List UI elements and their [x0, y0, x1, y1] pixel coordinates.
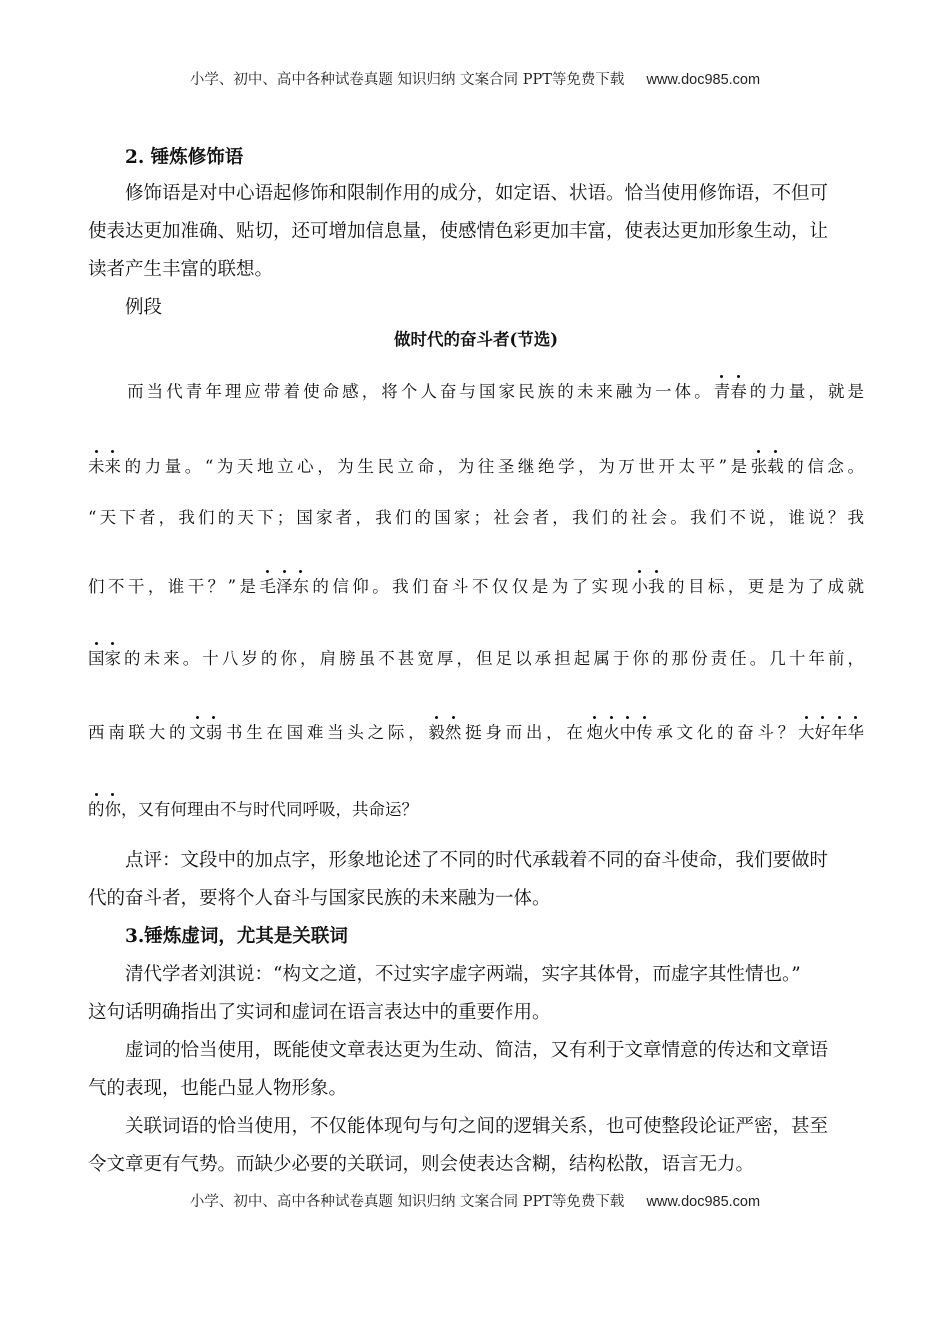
emphasis-dot-char: 我 — [648, 575, 665, 599]
header-site-link[interactable]: www.doc985.com — [646, 72, 761, 88]
example-text: 书生在国难当头之际， — [222, 723, 429, 742]
section-2-heading: 2. 锤炼修饰语 — [125, 147, 244, 168]
emphasis-dot-char: 大 — [798, 721, 815, 745]
example-text: 的力量，就是 — [746, 382, 865, 401]
emphasis-dot-char: 好 — [815, 721, 832, 745]
emphasis-dot-char: 张 — [751, 455, 768, 479]
emphasis-dot-char: 小 — [632, 575, 649, 599]
paragraph-line: 这句话明确指出了实词和虚词在语言表达中的重要作用。 — [88, 1002, 551, 1023]
emphasized-word — [714, 382, 747, 401]
emphasized-word — [189, 723, 222, 742]
paragraph-line: 关联词语的恰当使用，不仅能体现句与句之间的逻辑关系，也可使整段论证严密，甚至 — [88, 1116, 829, 1137]
emphasis-dot-char: 东 — [292, 575, 309, 599]
example-line — [88, 798, 864, 822]
emphasis-dot-char: 载 — [767, 455, 784, 479]
emphasized-word — [88, 800, 121, 819]
emphasis-dot-char: 华 — [848, 721, 865, 745]
example-text: 的信念。 — [783, 457, 865, 476]
emphasis-dot-char: 传 — [636, 721, 653, 745]
emphasis-dot-char: 文 — [189, 721, 206, 745]
paragraph-line: 令文章更有气势。而缺少必要的关联词，则会使表达含糊，结构松散，语言无力。 — [88, 1154, 755, 1175]
paragraph-line: 使表达更加准确、贴切，还可增加信息量，使感情色彩更加丰富，使表达更加形象生动，让 — [88, 221, 829, 242]
example-text: 的信仰。我们奋斗不仅仅是为了实现 — [308, 577, 632, 596]
emphasis-dot-char: 然 — [445, 721, 462, 745]
header-text: 小学、初中、高中各种试卷真题 知识归纳 文案合同 PPT等免费下载 — [189, 72, 625, 88]
emphasized-word — [428, 723, 461, 742]
emphasis-dot-char: 家 — [105, 647, 122, 671]
example-line — [88, 380, 864, 404]
emphasis-dot-char: 炮 — [587, 721, 604, 745]
comment-paragraph — [88, 842, 864, 918]
paragraph-line: 读者产生丰富的联想。 — [88, 259, 274, 280]
example-line — [88, 506, 864, 530]
emphasis-dot-char: 火 — [603, 721, 620, 745]
section-3 — [88, 918, 864, 1184]
emphasized-word — [88, 457, 121, 476]
emphasized-word — [798, 723, 864, 742]
example-text: 承文化的奋斗？ — [652, 723, 799, 742]
footer-text: 小学、初中、高中各种试卷真题 知识归纳 文案合同 PPT等免费下载 — [189, 1194, 625, 1210]
emphasis-dot-char: 毛 — [259, 575, 276, 599]
example-line — [88, 647, 864, 671]
example-text: 的目标，更是为了成就 — [664, 577, 865, 596]
paragraph-line: 点评：文段中的加点字，形象地论述了不同的时代承载着不同的奋斗使命，我们要做时 — [88, 850, 829, 871]
emphasis-dot-char: 中 — [620, 721, 637, 745]
page-header — [0, 68, 950, 89]
emphasis-dot-char: 毅 — [428, 721, 445, 745]
paragraph-line: 修饰语是对中心语起修饰和限制作用的成分，如定语、状语。恰当使用修饰语，不但可 — [88, 183, 829, 204]
section-3-heading: 3.锤炼虚词，尤其是关联词 — [88, 926, 348, 947]
emphasis-dot-char: 你 — [105, 798, 122, 822]
paragraph-line: 清代学者刘淇说：“构文之道，不过实字虚字两端，实字其体骨，而虚字其性情也。” — [88, 964, 801, 985]
example-text: 挺身而出，在 — [461, 723, 587, 742]
emphasis-dot-char: 泽 — [276, 575, 293, 599]
footer-site-link[interactable]: www.doc985.com — [646, 1194, 761, 1210]
example-text: 的力量。“为天地立心，为生民立命，为往圣继绝学，为万世开太平”是 — [121, 457, 751, 476]
example-line — [88, 721, 864, 745]
emphasis-dot-char: 的 — [88, 798, 105, 822]
paragraph-line: 虚词的恰当使用，既能使文章表达更为生动、简洁，又有利于文章情意的传达和文章语 — [88, 1040, 829, 1061]
example-title: 做时代的奋斗者(节选) — [393, 330, 559, 349]
emphasis-dot-char: 国 — [88, 647, 105, 671]
emphasis-dot-char: 弱 — [206, 721, 223, 745]
emphasized-word — [632, 577, 665, 596]
emphasis-dot-char: 年 — [831, 721, 848, 745]
page-footer — [0, 1190, 950, 1211]
emphasized-word — [751, 457, 784, 476]
emphasis-dot-char: 春 — [730, 380, 747, 404]
example-text: ，又有何理由不与时代同呼吸，共命运？ — [121, 800, 418, 819]
example-text: 西南联大的 — [88, 723, 190, 742]
example-line — [88, 455, 864, 479]
emphasized-word — [88, 649, 121, 668]
example-text: 而当代青年理应带着使命感，将个人奋与国家民族的未来融为一体。 — [88, 382, 714, 401]
emphasis-dot-char: 来 — [105, 455, 122, 479]
example-text: 们不干，谁干？”是 — [88, 577, 260, 596]
example-text: 的未来。十八岁的你，肩膀虽不甚宽厚，但足以承担起属于你的那份责任。几十年前， — [121, 649, 864, 668]
example-label: 例段 — [88, 297, 163, 318]
emphasized-word — [259, 577, 309, 596]
paragraph-line: 气的表现，也能凸显人物形象。 — [88, 1078, 348, 1099]
section-2-paragraph — [88, 175, 864, 327]
emphasis-dot-char: 未 — [88, 455, 105, 479]
example-text: “天下者，我们的天下；国家者，我们的国家；社会者，我们的社会。我们不说，谁说？我 — [88, 508, 864, 527]
paragraph-line: 代的奋斗者，要将个人奋斗与国家民族的未来融为一体。 — [88, 888, 551, 909]
example-line — [88, 575, 864, 599]
emphasis-dot-char: 青 — [714, 380, 731, 404]
emphasized-word — [587, 723, 653, 742]
